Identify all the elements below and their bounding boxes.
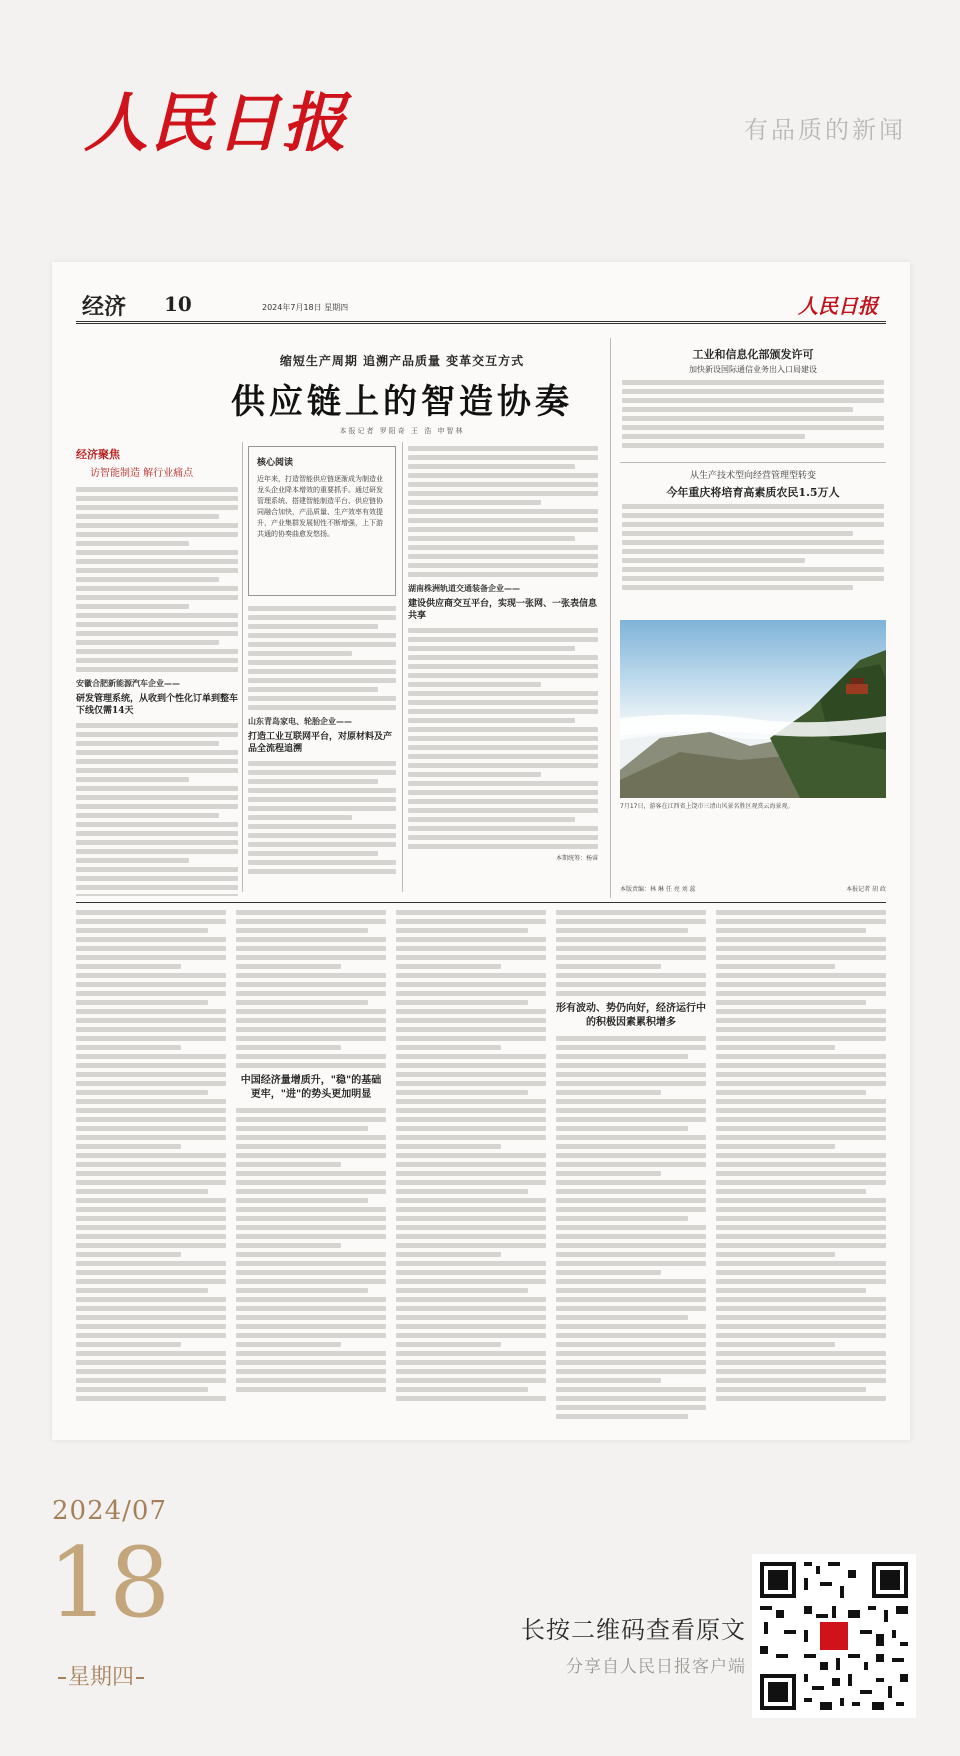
article-column-2: [248, 606, 396, 896]
lower-heading-2: 形有波动、势仍向好，经济运行中的积极因素累积增多: [556, 1003, 706, 1028]
article-column-3: [408, 446, 598, 896]
body-text: [248, 606, 396, 710]
lower-column-4: [556, 910, 706, 1420]
masthead-logo: 人民日报: [798, 294, 878, 318]
qr-hint: 长按二维码查看原文: [521, 1616, 746, 1644]
landscape-photo[interactable]: [620, 620, 886, 798]
newspaper-page[interactable]: [52, 262, 910, 1440]
lower-heading-1: 中国经济量增质升，"稳"的基础更牢，"进"的势头更加明显: [240, 1075, 382, 1100]
subsection-2-label: 山东青岛家电、轮胎企业——: [248, 717, 352, 726]
subsection-3-title: 建设供应商交互平台，实现一张网、一张表信息共享: [408, 599, 598, 621]
subsection-1-label: 安徽合肥新能源汽车企业——: [76, 679, 180, 688]
slogan: 有品质的新闻: [744, 116, 906, 144]
article-credit: 本期统筹：杨睿: [555, 855, 598, 862]
lower-column-3: [396, 910, 546, 1420]
subsection-2-title: 打造工业互联网平台，对原材料及产品全流程追溯: [248, 732, 393, 754]
story-2-title: 今年重庆将培育高素质农民1.5万人: [666, 486, 840, 499]
qr-code-icon: [752, 1554, 916, 1718]
body-text: [248, 761, 396, 874]
mountain-cloud-image: [620, 620, 886, 798]
section-name: 经济: [82, 294, 127, 320]
section-divider: [76, 902, 886, 903]
article-kicker: 缩短生产周期 追溯产品质量 变革交互方式: [279, 354, 525, 368]
story-1-subtitle: 加快新设国际通信业务出入口局建设: [689, 365, 817, 374]
body-text: [76, 723, 238, 896]
subsection-1-title: 研发管理系统，从收到个性化订单到整车下线仅需14天: [76, 694, 238, 716]
story-1-title: 工业和信息化部颁发许可: [692, 348, 814, 361]
share-hint: 分享自人民日报客户端: [566, 1657, 746, 1677]
photo-caption: 7月17日，游客在江西省上饶市三清山风景名胜区观赏云海景观。: [620, 803, 794, 810]
people-daily-logo: 人民日报: [84, 86, 348, 161]
core-reading-title: 核心阅读: [257, 458, 294, 468]
article-byline: 本报记者 罗阳奇 王 浩 申智林: [339, 427, 465, 435]
article-column-1: [76, 446, 238, 896]
photo-credits: [620, 884, 886, 893]
subsection-3-label: 湖南株洲轨道交通装备企业——: [408, 584, 520, 593]
body-text: [408, 628, 598, 849]
core-reading-box: [248, 446, 396, 596]
story-2-body: [622, 504, 884, 610]
body-text: [76, 487, 238, 672]
footer-year-month: 2024/07: [52, 1496, 168, 1526]
story-divider: [620, 462, 886, 463]
app-header: [0, 0, 960, 230]
story-2-kicker: 从生产技术型向经营管理型转变: [689, 471, 816, 481]
column-divider: [242, 442, 243, 892]
core-reading-text: 近年来，打造智能供应链逐渐成为制造业龙头企业降本增效的重要抓手。通过研发管理系统、搭建智能制造平台、供应链协同融合加快，产品质量、生产效率有效提升，产业集群发展韧性不断增强，上下游共通的协奏曲愈发悠扬。: [257, 475, 383, 538]
footer-weekday: [56, 1660, 146, 1691]
story-1-body: [622, 380, 884, 460]
body-text: [408, 446, 598, 577]
weekday-label: 星期四: [68, 1665, 135, 1690]
lower-column-5: [716, 910, 886, 1420]
footer-day: 18: [48, 1527, 171, 1639]
page-number: 10: [164, 292, 192, 316]
column-divider: [402, 442, 403, 892]
qr-code[interactable]: [752, 1554, 916, 1718]
photo-author: 本报记者 胡 政: [846, 886, 886, 893]
publication-date: 2024年7月18日 星期四: [262, 303, 349, 312]
focus-subtitle: 访智能制造 解行业痛点: [90, 468, 194, 479]
page-editor-credit: 本版责编：林 琳 任 亮 刘 蕊: [620, 886, 696, 893]
column-divider: [610, 338, 611, 898]
lower-column-2: [236, 910, 386, 1420]
page-masthead: [76, 290, 886, 324]
article-headline: 供应链上的智造协奏: [231, 382, 573, 422]
lower-column-1: [76, 910, 226, 1420]
focus-label: 经济聚焦: [76, 448, 120, 461]
